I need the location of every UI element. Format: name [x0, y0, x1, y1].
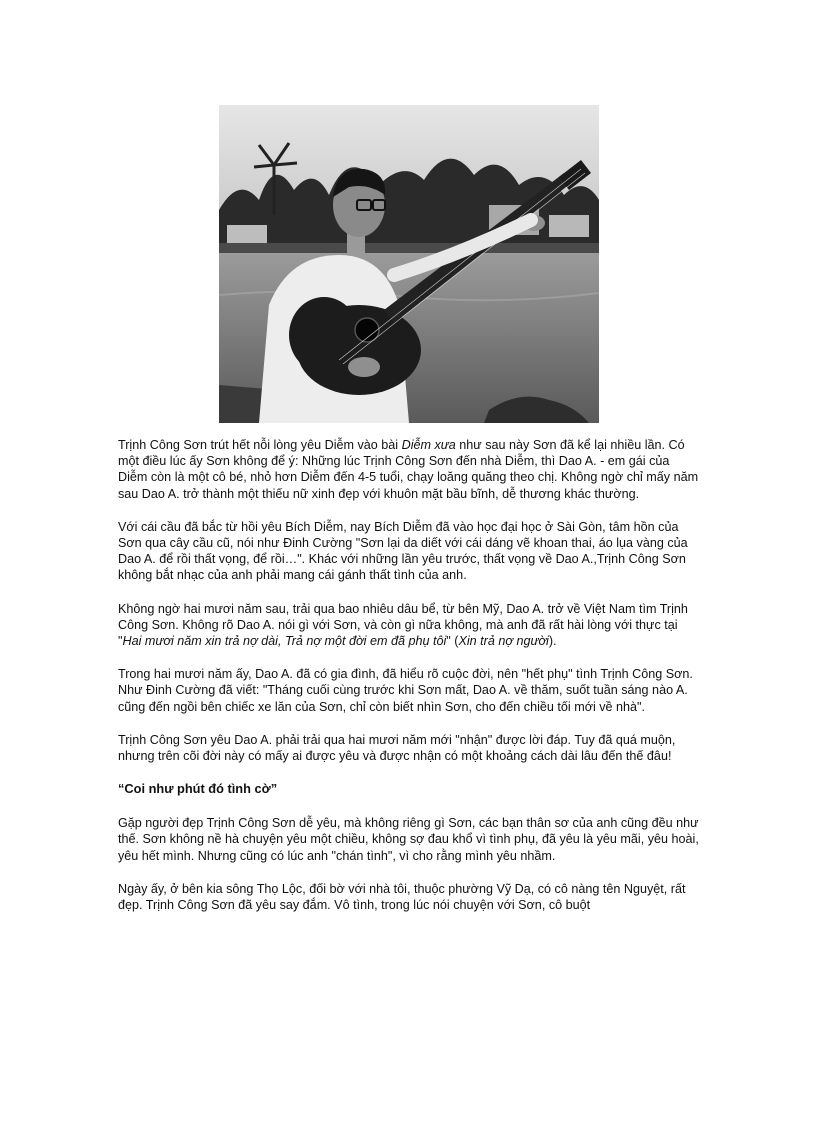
house-far-right — [549, 215, 589, 237]
guitarist-photo — [219, 105, 599, 423]
person-hand-right — [348, 357, 380, 377]
paragraph-6: Gặp người đẹp Trịnh Công Sơn dễ yêu, mà không riêng gì Sơn, các bạn thân sơ của anh cũng đều như thế. Sơn không nề hà chuyện yêu một chiều, không sợ đau khổ vì tình phụ, đã yêu là yêu mãi, yêu hoài, yêu hết mình. Nhưng cũng có lúc anh "chán tình", vì cho rằng mình yêu nhầm. — [118, 816, 699, 863]
section-heading: “Coi như phút đó tình cờ” — [118, 781, 278, 797]
lyric-quote: Hai mươi năm xin trả nợ dài, Trả nợ một đời em đã phụ tôi — [122, 634, 447, 649]
paragraph-1: Trịnh Công Sơn trút hết nỗi lòng yêu Diễm vào bài Diễm xưa như sau này Sơn đã kể lại nhiều lần. Có một điều lúc ấy Sơn không để ý: Những lúc Trịnh Công Sơn đến nhà Diễm, thì Dao A. - em gái của Diễm còn là một cô bé, nhỏ hơn Diễm đến 4-5 tuổi, chạy loăng quăng theo chị. Không ngờ chỉ mấy năm sau Dao A. trở thành một thiếu nữ xinh đẹp với khuôn mặt bầu bĩnh, dễ thương khác thường. — [118, 438, 699, 501]
article-body — [118, 437, 700, 930]
photo-illustration — [219, 105, 599, 423]
paragraph-4: Trong hai mươi năm ấy, Dao A. đã có gia đình, đã hiểu rõ cuộc đời, nên "hết phụ" tình Trịnh Công Sơn. Như Đinh Cường đã viết: "Tháng cuối cùng trước khi Sơn mất, Dao A. về thăm, suốt tuần sáng nào A. cũng đến ngồi bên chiếc xe lăn của Sơn, chỉ còn biết nhìn Sơn, cho đến chiều tối mới về nhà". — [118, 667, 693, 714]
paragraph-3: Không ngờ hai mươi năm sau, trải qua bao nhiêu dâu bể, từ bên Mỹ, Dao A. trở về Việt Nam tìm Trịnh Công Sơn. Không rõ Dao A. nói gì với Sơn, và còn gì nữa không, mà anh đã rất hài lòng với thực tại "Hai mươi năm xin trả nợ dài, Trả nợ một đời em đã phụ tôi" (Xin trả nợ người). — [118, 601, 688, 649]
paragraph-7: Ngày ấy, ở bên kia sông Thọ Lộc, đối bờ với nhà tôi, thuộc phường Vỹ Dạ, có cô nàng tên Nguyệt, rất đẹp. Trịnh Công Sơn đã yêu say đắm. Vô tình, trong lúc nói chuyện với Sơn, cô buột — [118, 881, 686, 913]
paragraph-2: Với cái cầu đã bắc từ hồi yêu Bích Diễm, nay Bích Diễm đã vào học đại học ở Sài Gòn, tâm hồn của Sơn qua cây cầu cũ, nói như Đinh Cường "Sơn lại da diết với cái dáng vẽ khoan thai, áo lụa vàng của Dao A. để rồi thất vọng, để rồi…". Khác với những lần yêu trước, thất vọng về Dao A.,Trịnh Công Sơn không bắt nhạc của anh phải mang cái gánh thất tình của anh. — [118, 519, 688, 583]
song-title: Diễm xưa — [401, 438, 456, 452]
paragraph-5: Trịnh Công Sơn yêu Dao A. phải trải qua hai mươi năm mới "nhận" được lời đáp. Tuy đã quá muộn, nhưng trên cõi đời này có mấy ai được yêu và được nhận có một khoảng cách dài lâu đến thế đâu! — [118, 732, 676, 764]
song-title: Xin trả nợ người — [458, 634, 549, 649]
